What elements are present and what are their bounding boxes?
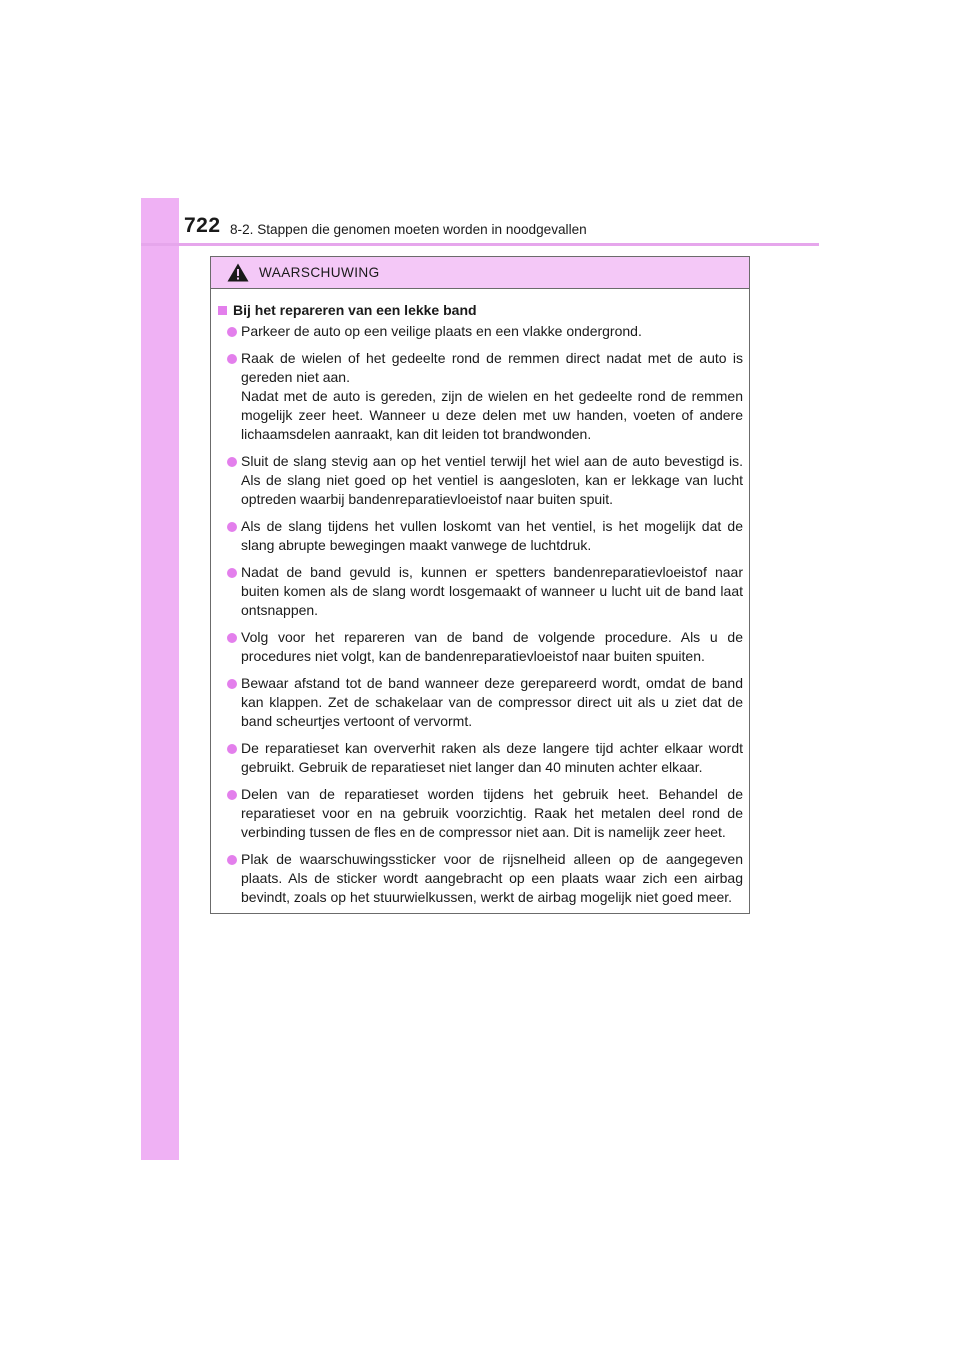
warning-label: WAARSCHUWING <box>259 265 380 280</box>
warning-list <box>217 322 743 907</box>
round-bullet-icon <box>227 354 237 364</box>
header-rule <box>141 243 819 246</box>
warning-box <box>210 256 750 914</box>
list-item-text: Parkeer de auto op een veilige plaats en een vlakke ondergrond. <box>241 323 642 339</box>
round-bullet-icon <box>227 790 237 800</box>
list-item <box>217 322 743 341</box>
warning-subheading <box>217 302 743 318</box>
list-item <box>217 628 743 666</box>
warning-body <box>211 289 749 907</box>
list-item-text: Plak de waarschuwingssticker voor de rijsnelheid alleen op de aangegeven plaats. Als de sticker wordt aangebracht op een plaats waar zich een airbag bevindt, zoals op het stuurwielkussen, werkt de airbag mogelijk niet goed meer. <box>241 851 743 905</box>
subheading-text: Bij het repareren van een lekke band <box>233 302 477 318</box>
list-item-text: Raak de wielen of het gedeelte rond de remmen direct nadat met de auto is gereden niet aan. <box>241 350 743 385</box>
round-bullet-icon <box>227 568 237 578</box>
list-item-text: Nadat met de auto is gereden, zijn de wielen en het gedeelte rond de remmen mogelijk zeer heet. Wanneer u deze delen met uw handen, voeten of andere lichaamsdelen aanraakt, kan dit leiden tot brandwonden. <box>241 388 743 442</box>
list-item <box>217 674 743 731</box>
round-bullet-icon <box>227 744 237 754</box>
list-item-text: Als de slang tijdens het vullen loskomt van het ventiel, is het mogelijk dat de slang abrupte bewegingen maakt vanwege de luchtdruk. <box>241 518 743 553</box>
round-bullet-icon <box>227 327 237 337</box>
round-bullet-icon <box>227 457 237 467</box>
round-bullet-icon <box>227 855 237 865</box>
list-item <box>217 349 743 444</box>
round-bullet-icon <box>227 522 237 532</box>
chapter-side-tab <box>141 198 179 1160</box>
list-item-text: De reparatieset kan oververhit raken als deze langere tijd achter elkaar wordt gebruikt. Gebruik de reparatieset niet langer dan 40 minuten achter elkaar. <box>241 740 743 775</box>
warning-triangle-icon <box>227 263 249 282</box>
page-number: 722 <box>184 214 221 237</box>
list-item-text: Sluit de slang stevig aan op het ventiel terwijl het wiel aan de auto bevestigd is. Als de slang niet goed op het ventiel is aangesloten, kan er lekkage van lucht optreden waarbij bandenreparatievloeistof naar buiten spuit. <box>241 453 743 507</box>
list-item-text: Delen van de reparatieset worden tijdens het gebruik heet. Behandel de reparatieset voor en na gebruik voorzichtig. Raak het metalen deel rond de verbinding tussen de fles en de compressor niet aan. Dit is namelijk zeer heet. <box>241 786 743 840</box>
list-item-text: Nadat de band gevuld is, kunnen er spetters bandenreparatievloeistof naar buiten komen als de slang wordt losgemaakt of wanneer u lucht uit de band laat ontsnappen. <box>241 564 743 618</box>
round-bullet-icon <box>227 633 237 643</box>
list-item <box>217 739 743 777</box>
list-item <box>217 850 743 907</box>
list-item <box>217 452 743 509</box>
list-item <box>217 563 743 620</box>
list-item <box>217 785 743 842</box>
list-item <box>217 517 743 555</box>
list-item-text: Bewaar afstand tot de band wanneer deze gerepareerd wordt, omdat de band kan klappen. Zet de schakelaar van de compressor direct uit als u ziet dat de band scheurtjes vertoont of vervormt. <box>241 675 743 729</box>
square-bullet-icon <box>218 306 227 315</box>
round-bullet-icon <box>227 679 237 689</box>
section-title: 8-2. Stappen die genomen moeten worden in noodgevallen <box>230 222 587 237</box>
warning-header <box>211 257 749 289</box>
list-item-text: Volg voor het repareren van de band de volgende procedure. Als u de procedures niet volgt, kan de bandenreparatievloeistof naar buiten spuiten. <box>241 629 743 664</box>
